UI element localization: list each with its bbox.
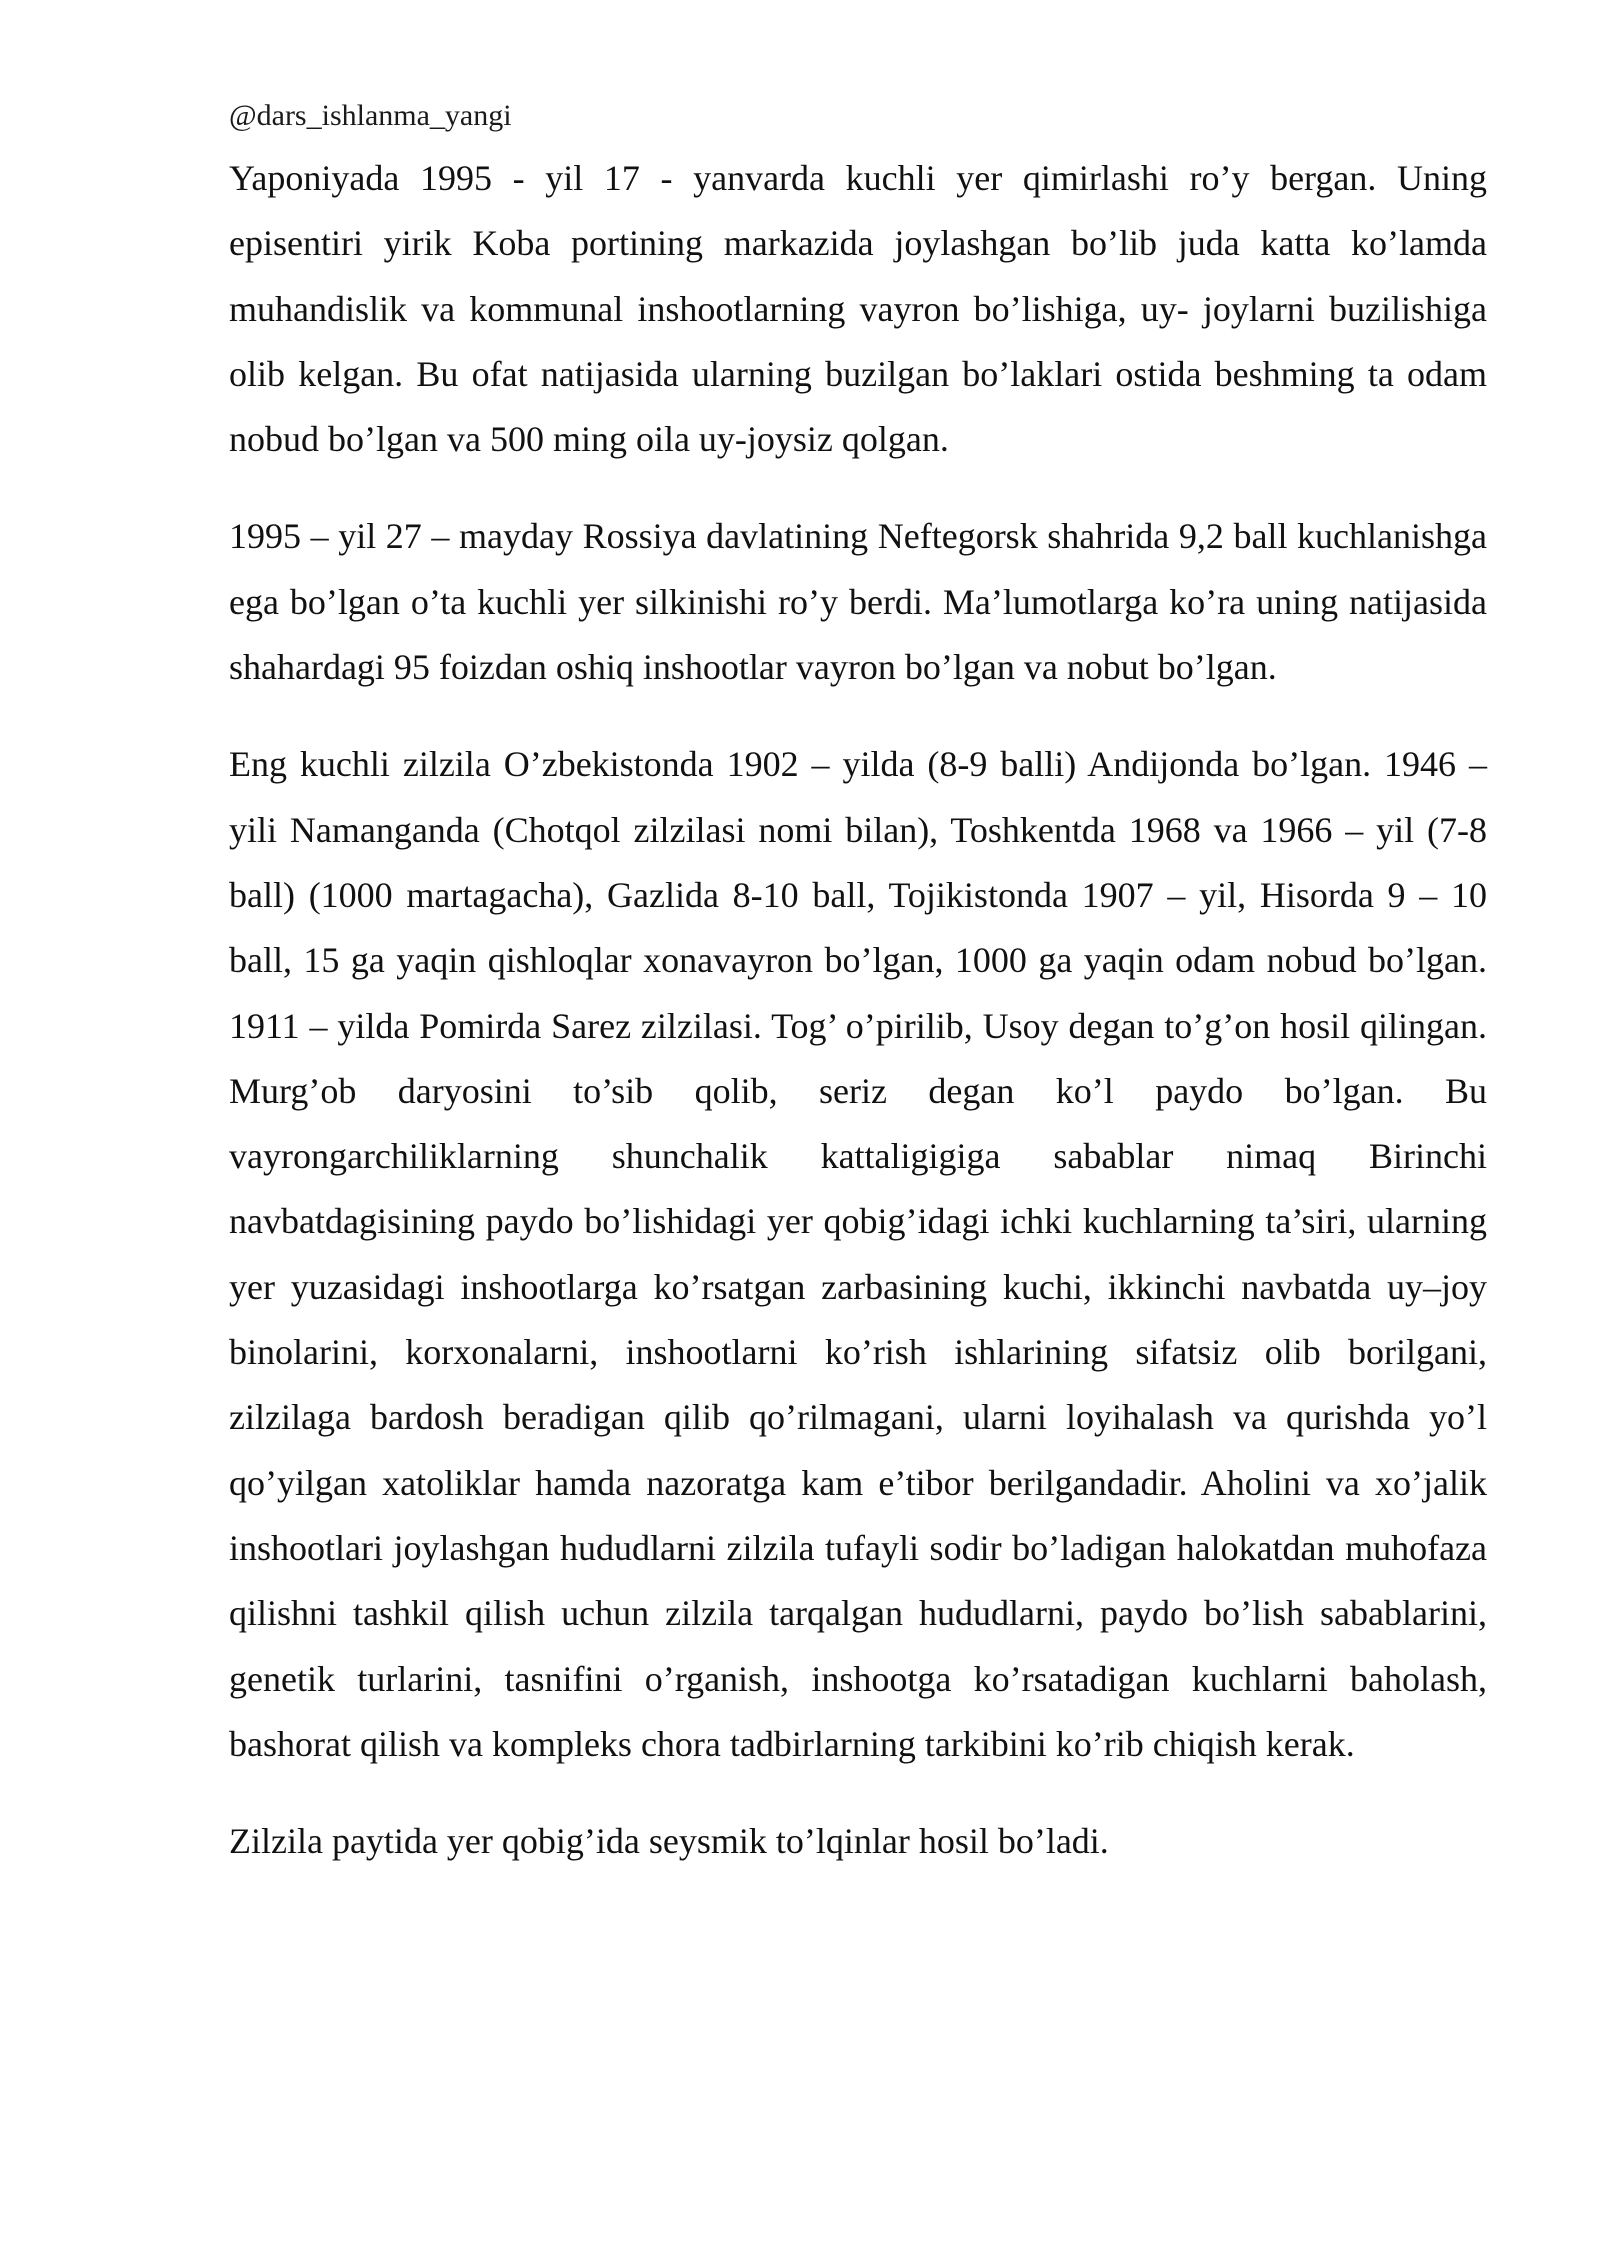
paragraph-uzbekistan-earthquakes: Eng kuchli zilzila O’zbekistonda 1902 – yilda (8-9 balli) Andijonda bo’lgan. 1946 – yili Namanganda (Chotqol zilzilasi nomi bilan), Toshkentda 1968 va 1966 – yil (7-8 ball) (1000 martagacha), Gazlida 8-10 ball, Tojikistonda 1907 – yil, Hisorda 9 – 10 ball, 15 ga yaqin qishloqlar xonavayron bo’lgan, 1000 ga yaqin odam nobud bo’lgan. 1911 – yilda Pomirda Sarez zilzilasi. Tog’ o’pirilib, Usoy degan to’g’on hosil qilingan. Murg’ob daryosini to’sib qolib, seriz degan ko’l paydo bo’lgan. Bu vayrongarchiliklarning shunchalik kattaligigiga sabablar nimaq Birinchi navbatdagisining paydo bo’lishidagi yer qobig’idagi ichki kuchlarning ta’siri, ularning yer yuzasidagi inshootlarga ko’rsatgan zarbasining kuchi, ikkinchi navbatda uy–joy binolarini, korxonalarni, inshootlarni ko’rish ishlarining sifatsiz olib borilgani, zilzilaga bardosh beradigan qilib qo’rilmagani, ularni loyihalash va qurishda yo’l qo’yilgan xatoliklar hamda nazoratga kam e’tibor berilgandadir. Aholini va xo’jalik inshootlari joylashgan hududlarni zilzila tufayli sodir bo’ladigan halokatdan muhofaza qilishni tashkil qilish uchun zilzila tarqalgan hududlarni, paydo bo’lish sabablarini, genetik turlarini, tasnifini o’rganish, inshootga ko’rsatadigan kuchlarni baholash, bashorat qilish va kompleks chora tadbirlarning tarkibini ko’rib chiqish kerak. — [229, 744, 1487, 1764]
document-body — [229, 146, 1487, 1906]
paragraph-neftegorsk-earthquake: 1995 – yil 27 – mayday Rossiya davlatining Neftegorsk shahrida 9,2 ball kuchlanishga ega bo’lgan o’ta kuchli yer silkinishi ro’y berdi. Ma’lumotlarga ko’ra uning natijasida shahardagi 95 foizdan oshiq inshootlar vayron bo’lgan va nobut bo’lgan. — [229, 516, 1487, 688]
paragraph-japan-earthquake: Yaponiyada 1995 - yil 17 - yanvarda kuchli yer qimirlashi ro’y bergan. Uning episentiri yirik Koba portining markazida joylashgan bo’lib juda katta ko’lamda muhandislik va kommunal inshootlarning vayron bo’lishiga, uy- joylarni buzilishiga olib kelgan. Bu ofat natijasida ularning buzilgan bo’laklari ostida beshming ta odam nobud bo’lgan va 500 ming oila uy-joysiz qolgan. — [229, 158, 1487, 460]
channel-handle: @dars_ishlanma_yangi — [229, 99, 512, 132]
paragraph-seismic-waves: Zilzila paytida yer qobig’ida seysmik to’lqinlar hosil bo’ladi. — [229, 1821, 1109, 1862]
